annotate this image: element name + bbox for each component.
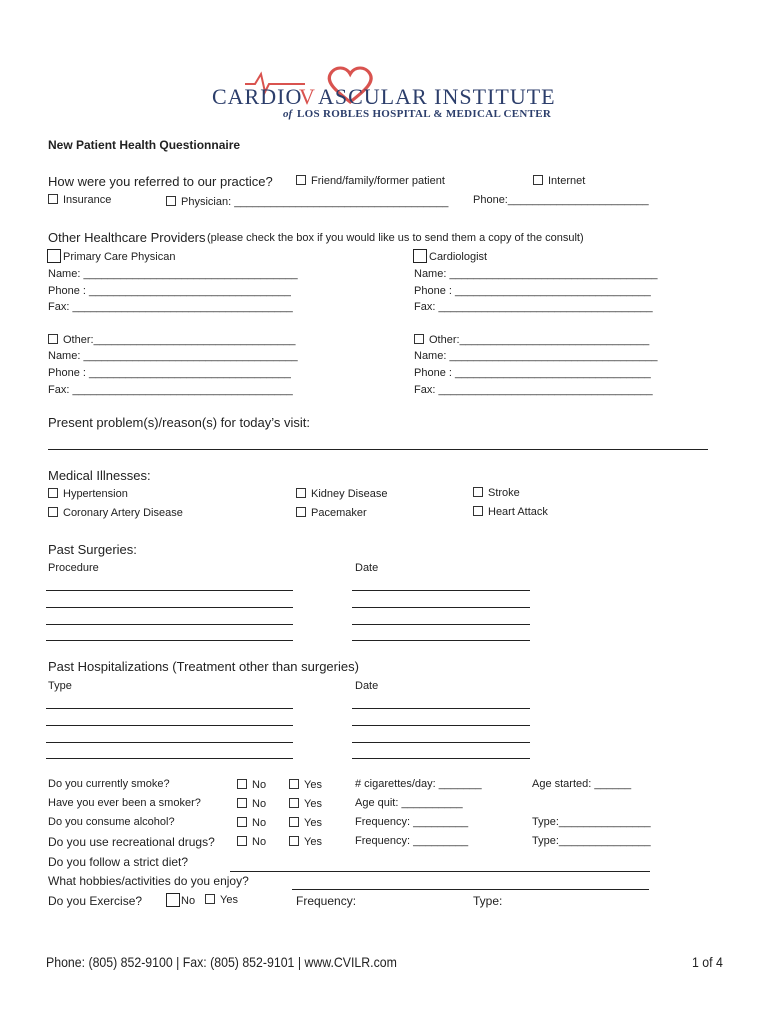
provider-phone-right-2[interactable]: Phone : ________________________________ [414,367,651,379]
smoke-no-option[interactable] [237,779,266,791]
referral-insurance-option[interactable] [48,194,111,206]
checkbox-icon[interactable] [473,506,483,516]
drugs-frequency-field[interactable]: Frequency: _________ [355,835,469,847]
smoke-yes-label: Yes [304,779,322,791]
age-started-field[interactable]: Age started: ______ [532,778,632,790]
pcp-label: Primary Care Physican [63,251,176,263]
surgery-date-line[interactable] [352,607,530,608]
checkbox-icon[interactable] [289,836,299,846]
footer-contact: Phone: (805) 852-9100 | Fax: (805) 852-9101 | www.CVILR.com [46,954,397,970]
cardio-option[interactable] [413,249,487,263]
diet-question: Do you follow a strict diet? [48,855,189,869]
checkbox-icon[interactable] [296,507,306,517]
exercise-no-label: No [181,895,196,907]
hospitalization-type-line[interactable] [46,742,293,743]
exercise-yes-option[interactable] [205,894,238,906]
referral-friend-label: Friend/family/former patient [311,175,445,187]
exercise-question: Do you Exercise? [48,894,143,908]
provider-name-left-2[interactable]: Name: ___________________________________ [48,350,298,362]
age-quit-field[interactable]: Age quit: __________ [355,797,463,809]
provider-fax-right[interactable]: Fax: ___________________________________ [414,301,653,313]
alcohol-type-field[interactable]: Type:_______________ [532,816,651,828]
hospitalization-type-line[interactable] [46,758,293,759]
exercise-frequency-label: Frequency: [296,894,357,908]
logo-subtitle-of: of [283,108,293,120]
heart-attack-label: Heart Attack [488,506,548,518]
drugs-type-field[interactable]: Type:_______________ [532,835,651,847]
provider-name-left[interactable]: Name: ___________________________________ [48,268,298,280]
checkbox-icon[interactable] [473,487,483,497]
surgery-procedure-line[interactable] [46,590,293,591]
checkbox-icon[interactable] [289,817,299,827]
provider-name-right-2[interactable]: Name: __________________________________ [414,350,658,362]
providers-heading: Other Healthcare Providers [48,230,206,245]
smoker-no-label: No [252,798,267,810]
stroke-option[interactable] [473,487,520,499]
provider-fax-left[interactable]: Fax: ____________________________________ [48,301,293,313]
checkbox-icon[interactable] [48,194,58,204]
surgery-date-line[interactable] [352,640,530,641]
checkbox-icon[interactable] [166,196,176,206]
surgery-procedure-line[interactable] [46,640,293,641]
referral-phone-field[interactable]: Phone:_______________________ [473,194,649,206]
checkbox-icon[interactable] [414,334,424,344]
surgery-procedure-line[interactable] [46,624,293,625]
provider-fax-left-2[interactable]: Fax: ____________________________________ [48,384,293,396]
referral-internet-label: Internet [548,175,586,187]
exercise-no-option[interactable] [166,893,195,907]
checkbox-icon[interactable] [289,798,299,808]
other-option-left[interactable] [48,334,295,346]
surgery-date-line[interactable] [352,590,530,591]
providers-note: (please check the box if you would like us to send them a copy of the consult) [207,232,584,244]
exercise-type-label: Type: [473,894,503,908]
diet-answer-line[interactable] [230,871,650,872]
present-problem-label: Present problem(s)/reason(s) for today’s visit: [48,415,311,430]
smoker-yes-label: Yes [304,798,322,810]
checkbox-icon[interactable] [237,836,247,846]
drugs-yes-option[interactable] [289,836,322,848]
smoker-question: Have you ever been a smoker? [48,797,201,809]
surgery-date-line[interactable] [352,624,530,625]
referral-physician-field[interactable]: Physician: ___________________________________ [181,196,449,208]
hospitalization-date-line[interactable] [352,708,530,709]
hospitalization-date-line[interactable] [352,758,530,759]
kidney-option[interactable] [296,488,387,500]
smoker-no-option[interactable] [237,798,266,810]
heart-attack-option[interactable] [473,506,548,518]
checkbox-icon[interactable] [237,817,247,827]
drugs-no-option[interactable] [237,836,266,848]
checkbox-icon[interactable] [413,249,427,263]
form-title: New Patient Health Questionnaire [48,138,241,152]
provider-phone-left[interactable]: Phone : _________________________________ [48,285,291,297]
alcohol-question: Do you consume alcohol? [48,816,175,828]
hospitalizations-col-date: Date [355,680,379,692]
logo-v-heart-icon: V [299,84,315,109]
present-problem-line[interactable] [48,449,708,450]
hospitalizations-col-type: Type [48,680,72,692]
hobbies-answer-line[interactable] [292,889,649,890]
hypertension-label: Hypertension [63,488,128,500]
surgery-procedure-line[interactable] [46,607,293,608]
pcp-option[interactable] [47,249,175,263]
drugs-no-label: No [252,836,267,848]
provider-phone-right[interactable]: Phone : ________________________________ [414,285,651,297]
drugs-question: Do you use recreational drugs? [48,835,215,849]
alcohol-yes-label: Yes [304,817,322,829]
alcohol-yes-option[interactable] [289,817,322,829]
illnesses-heading: Medical Illnesses: [48,468,151,483]
provider-fax-right-2[interactable]: Fax: ___________________________________ [414,384,653,396]
cad-label: Coronary Artery Disease [63,507,183,519]
hospitalization-date-line[interactable] [352,725,530,726]
surgeries-col-date: Date [355,562,379,574]
smoke-question: Do you currently smoke? [48,778,170,790]
logo-name-part1: CARDIO [212,84,303,109]
checkbox-icon[interactable] [47,249,61,263]
pacemaker-option[interactable] [296,507,367,519]
cigarettes-per-day-field[interactable]: # cigarettes/day: _______ [355,778,482,790]
checkbox-icon[interactable] [48,488,58,498]
checkbox-icon[interactable] [533,175,543,185]
pacemaker-label: Pacemaker [311,507,367,519]
drugs-yes-label: Yes [304,836,322,848]
kidney-label: Kidney Disease [311,488,388,500]
checkbox-icon[interactable] [237,779,247,789]
checkbox-icon[interactable] [166,893,180,907]
referral-physician-option[interactable] [166,196,448,208]
surgeries-heading: Past Surgeries: [48,542,137,557]
other-right-field[interactable]: Other:_______________________________ [429,334,650,346]
alcohol-no-option[interactable] [237,817,266,829]
other-left-field[interactable]: Other:_________________________________ [63,334,296,346]
logo [205,62,565,122]
checkbox-icon[interactable] [237,798,247,808]
cardio-label: Cardiologist [429,251,488,263]
referral-friend-option[interactable] [296,175,445,187]
referral-internet-option[interactable] [533,175,585,187]
exercise-yes-label: Yes [220,894,238,906]
smoke-yes-option[interactable] [289,779,322,791]
provider-phone-left-2[interactable]: Phone : _________________________________ [48,367,291,379]
logo-subtitle: LOS ROBLES HOSPITAL & MEDICAL CENTER [297,108,552,120]
page-number: 1 of 4 [692,954,723,970]
hypertension-option[interactable] [48,488,128,500]
hobbies-question: What hobbies/activities do you enjoy? [48,874,249,888]
alcohol-no-label: No [252,817,267,829]
surgeries-col-procedure: Procedure [48,562,99,574]
hospitalization-type-line[interactable] [46,708,293,709]
alcohol-frequency-field[interactable]: Frequency: _________ [355,816,469,828]
hospitalization-date-line[interactable] [352,742,530,743]
smoke-no-label: No [252,779,267,791]
hospitalizations-heading: Past Hospitalizations (Treatment other than surgeries) [48,659,359,674]
other-option-right[interactable] [414,334,649,346]
referral-insurance-label: Insurance [63,194,112,206]
checkbox-icon[interactable] [205,894,215,904]
checkbox-icon[interactable] [48,334,58,344]
smoker-yes-option[interactable] [289,798,322,810]
checkbox-icon[interactable] [296,488,306,498]
referral-question: How were you referred to our practice? [48,174,273,189]
stroke-label: Stroke [488,487,520,499]
cad-option[interactable] [48,507,183,519]
hospitalization-type-line[interactable] [46,725,293,726]
checkbox-icon[interactable] [48,507,58,517]
logo-name-part2: ASCULAR INSTITUTE [318,84,556,109]
checkbox-icon[interactable] [289,779,299,789]
checkbox-icon[interactable] [296,175,306,185]
provider-name-right[interactable]: Name: __________________________________ [414,268,658,280]
